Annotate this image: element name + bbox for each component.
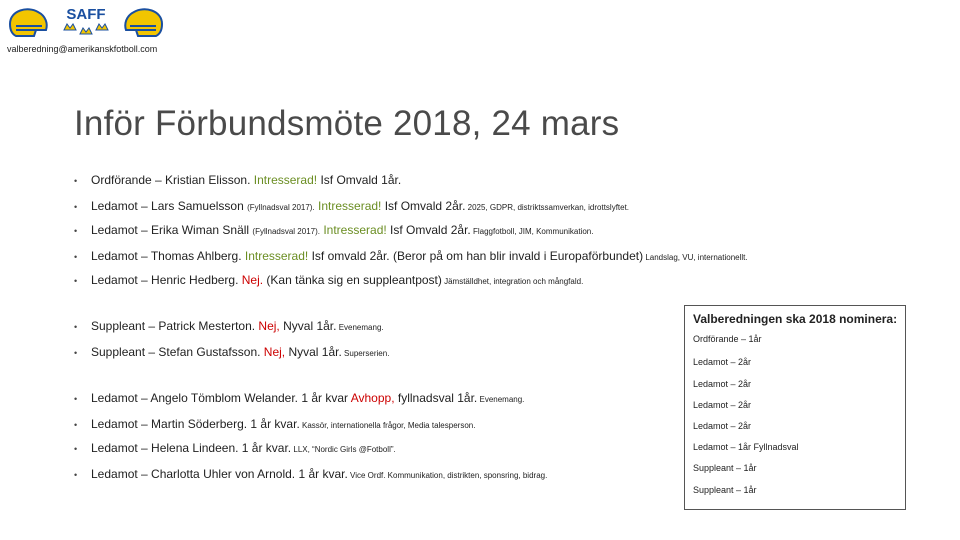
candidate-note: (Fyllnadsval 2017). [247, 203, 315, 212]
list-item [74, 344, 389, 362]
candidate-status: Intresserad! [253, 173, 318, 187]
contact-email[interactable]: valberedning@amerikanskfotboll.com [7, 44, 158, 54]
page-title: Inför Förbundsmöte 2018, 24 mars [74, 104, 620, 143]
candidate-responsibilities: Vice Ordf. Kommunikation, distrikten, sponsring, bidrag. [347, 471, 548, 480]
bullet-icon: • [74, 420, 78, 430]
candidate-decision: Isf omvald 2år. (Beror på om han blir invald i Europaförbundet) [308, 249, 644, 263]
bullet-icon: • [74, 176, 78, 186]
candidate-decision: (Kan tänka sig en suppleantpost) [263, 273, 442, 287]
nomination-title: Valberedningen ska 2018 nominera: [693, 312, 898, 326]
candidate-responsibilities: Evenemang. [477, 395, 525, 404]
candidate-decision: Nyval 1år. [279, 319, 337, 333]
candidate-responsibilities: 2025, GDPR, distriktssamverkan, idrottslyftet. [465, 203, 630, 212]
nomination-role: Ledamot – 2år [693, 400, 752, 410]
candidate-responsibilities: Jämställdhet, integration och mångfald. [441, 277, 584, 286]
candidate-name: Ledamot – Angelo Tömblom Welander. 1 år kvar [91, 391, 351, 405]
candidate-status: Nej, [258, 319, 280, 333]
nomination-box [684, 305, 906, 510]
candidate-name: Ledamot – Martin Söderberg. 1 år kvar. [91, 417, 300, 431]
candidate-name: Ledamot – Helena Lindeen. 1 år kvar. [91, 441, 292, 455]
list-item [74, 222, 593, 240]
bullet-icon: • [74, 276, 78, 286]
candidate-decision: Isf Omvald 2år. [381, 199, 466, 213]
saff-logo [6, 2, 166, 42]
candidate-name: Suppleant – Patrick Mesterton. [91, 319, 259, 333]
nomination-role: Ledamot – 2år [693, 379, 752, 389]
bullet-icon: • [74, 252, 78, 262]
candidate-name: Ledamot – Erika Wiman Snäll [91, 223, 253, 237]
list-item [74, 318, 384, 336]
candidate-name: Ledamot – Henric Hedberg. [91, 273, 242, 287]
candidate-responsibilities: LLX, “Nordic Girls @Fotboll”. [291, 445, 396, 454]
list-item [74, 466, 547, 484]
candidate-responsibilities: Superserien. [341, 349, 390, 358]
candidate-name: Ledamot – Lars Samuelsson [91, 199, 248, 213]
candidate-status: Avhopp, [350, 391, 395, 405]
candidate-responsibilities: Landslag, VU, internationellt. [643, 253, 748, 262]
candidate-decision: Isf Omvald 2år. [386, 223, 471, 237]
list-item [74, 440, 396, 458]
candidate-responsibilities: Evenemang. [336, 323, 384, 332]
candidate-status: Nej. [241, 273, 264, 287]
bullet-icon: • [74, 470, 78, 480]
candidate-name: Ordförande – Kristian Elisson. [91, 173, 254, 187]
candidate-name: Ledamot – Thomas Ahlberg. [91, 249, 245, 263]
nomination-role: Suppleant – 1år [693, 463, 757, 473]
list-item [74, 416, 475, 434]
nomination-role: Ledamot – 1år Fyllnadsval [693, 442, 799, 452]
candidate-decision: fyllnadsval 1år. [394, 391, 478, 405]
candidate-name: Ledamot – Charlotta Uhler von Arnold. 1 år kvar. [91, 467, 348, 481]
nomination-role: Ordförande – 1år [693, 334, 762, 344]
bullet-icon: • [74, 202, 78, 212]
list-item [74, 172, 401, 189]
bullet-icon: • [74, 322, 78, 332]
list-item [74, 248, 748, 266]
candidate-status: Intresserad! [244, 249, 309, 263]
nomination-role: Ledamot – 2år [693, 421, 752, 431]
candidate-status: Intresserad! [314, 199, 382, 213]
list-item [74, 390, 524, 408]
bullet-icon: • [74, 348, 78, 358]
list-item [74, 272, 583, 290]
candidate-responsibilities: Kassör, internationella frågor, Media talesperson. [299, 421, 476, 430]
nomination-role: Suppleant – 1år [693, 485, 757, 495]
candidate-status: Nej, [263, 345, 286, 359]
logo-text: SAFF [66, 6, 106, 23]
nomination-role: Ledamot – 2år [693, 357, 752, 367]
bullet-icon: • [74, 444, 78, 454]
candidate-note: (Fyllnadsval 2017). [252, 227, 320, 236]
candidate-responsibilities: Flaggfotboll, JIM, Kommunikation. [470, 227, 594, 236]
list-item [74, 198, 629, 216]
candidate-decision: Nyval 1år. [285, 345, 342, 359]
bullet-icon: • [74, 226, 78, 236]
candidate-status: Intresserad! [320, 223, 387, 237]
candidate-decision: Isf Omvald 1år. [317, 173, 402, 187]
bullet-icon: • [74, 394, 78, 404]
candidate-name: Suppleant – Stefan Gustafsson. [91, 345, 264, 359]
